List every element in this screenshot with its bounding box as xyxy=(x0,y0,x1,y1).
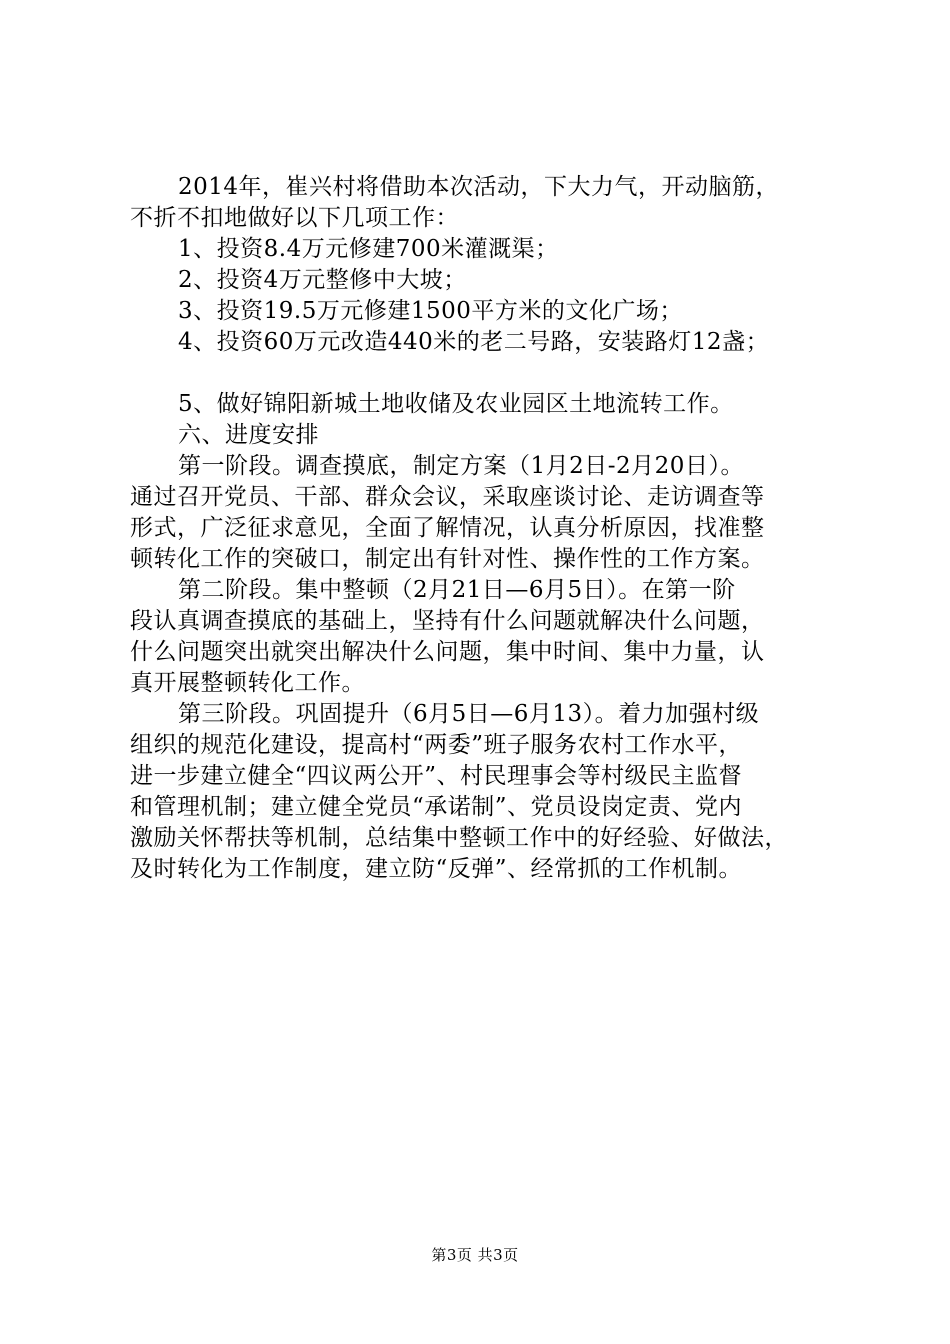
stage-2-line: 段认真调查摸底的基础上，坚持有什么问题就解决什么问题， xyxy=(130,608,765,634)
task-item-1 xyxy=(130,234,830,265)
stage-1-line: 顿转化工作的突破口，制定出有针对性、操作性的工作方案。 xyxy=(130,546,765,572)
stage-3-line: 激励关怀帮扶等机制，总结集中整顿工作中的好经验、好做法， xyxy=(130,825,788,851)
stage-1-line: 第一阶段。调查摸底，制定方案（1月2日-2月20日）。 xyxy=(178,453,744,479)
task-item-text: 5、做好锦阳新城土地收储及农业园区土地流转工作。 xyxy=(178,391,734,417)
stage-3-line: 进一步建立健全“四议两公开”、村民理事会等村级民主监督 xyxy=(130,763,743,789)
page-footer xyxy=(0,1245,950,1265)
section-heading-text: 六、进度安排 xyxy=(178,422,319,448)
stage-3-line: 及时转化为工作制度，建立防“反弹”、经常抓的工作机制。 xyxy=(130,856,743,882)
document-body xyxy=(130,172,830,885)
stage-1-line: 通过召开党员、干部、群众会议，采取座谈讨论、走访调查等 xyxy=(130,484,765,510)
task-item-text: 1、投资8.4万元修建700米灌溉渠； xyxy=(178,236,559,262)
stage-1-line: 形式，广泛征求意见，全面了解情况，认真分析原因，找准整 xyxy=(130,515,765,541)
intro-line-2: 不折不扣地做好以下几项工作： xyxy=(130,205,459,231)
stage-3-line: 第三阶段。巩固提升（6月5日—6月13）。着力加强村级 xyxy=(178,701,760,727)
stage-1-paragraph xyxy=(130,451,830,575)
task-item-5 xyxy=(130,389,830,420)
stage-2-line: 真开展整顿转化工作。 xyxy=(130,670,365,696)
task-item-4 xyxy=(130,327,830,358)
stage-3-line: 和管理机制；建立健全党员“承诺制”、党员设岗定责、党内 xyxy=(130,794,743,820)
task-item-2 xyxy=(130,265,830,296)
stage-3-paragraph xyxy=(130,699,830,885)
task-item-text: 3、投资19.5万元修建1500平方米的文化广场； xyxy=(178,298,683,324)
task-item-text: 4、投资60万元改造440米的老二号路，安装路灯12盏； xyxy=(178,329,770,355)
intro-line-1: 2014年，崔兴村将借助本次活动，下大力气，开动脑筋， xyxy=(178,174,780,200)
section-heading xyxy=(130,420,830,451)
stage-2-line: 什么问题突出就突出解决什么问题，集中时间、集中力量，认 xyxy=(130,639,765,665)
task-item-text: 2、投资4万元整修中大坡； xyxy=(178,267,467,293)
stage-3-line: 组织的规范化建设，提高村“两委”班子服务农村工作水平， xyxy=(130,732,743,758)
page-number-label: 第3页 共3页 xyxy=(431,1246,519,1264)
stage-2-paragraph xyxy=(130,575,830,699)
stage-2-line: 第二阶段。集中整顿（2月21日—6月5日）。在第一阶 xyxy=(178,577,736,603)
intro-paragraph xyxy=(130,172,830,234)
task-item-3 xyxy=(130,296,830,327)
